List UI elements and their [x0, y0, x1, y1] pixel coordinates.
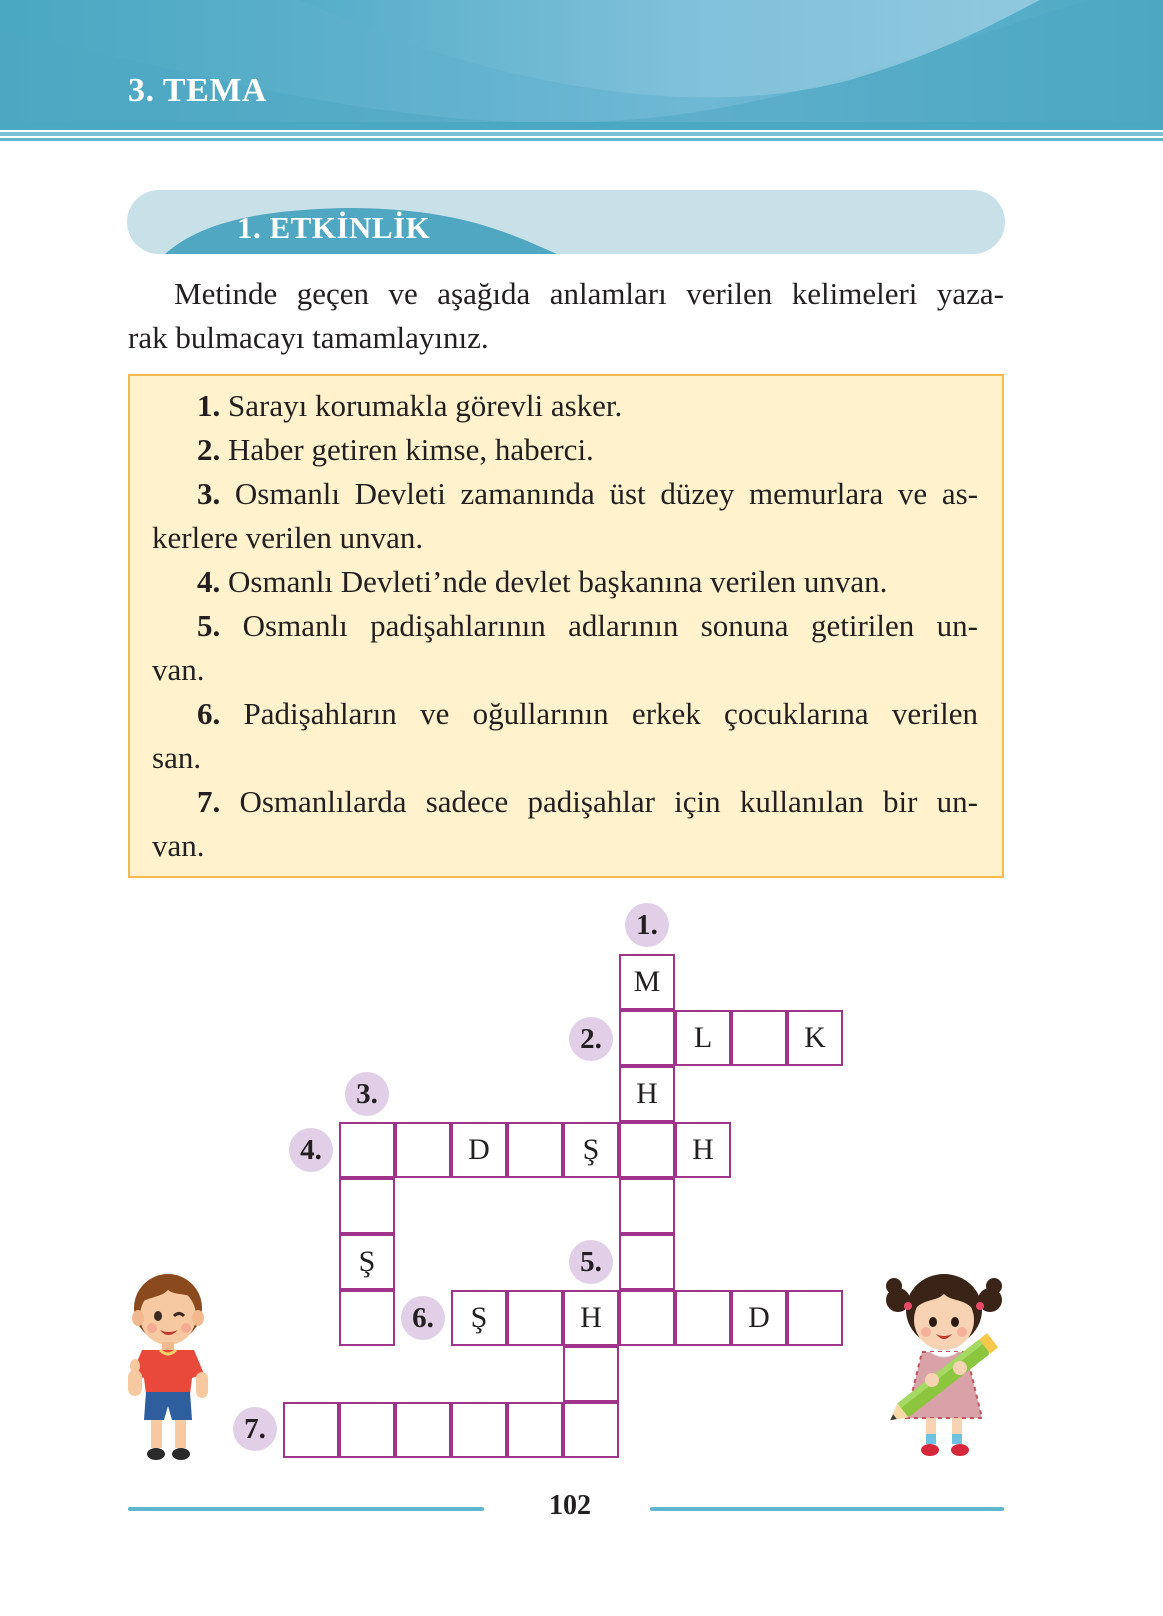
- crossword-cell[interactable]: [563, 1346, 619, 1402]
- clue-item: [152, 780, 978, 868]
- crossword-cell[interactable]: Ş: [451, 1290, 507, 1346]
- clue-text-continued: kerlere verilen unvan.: [152, 520, 424, 555]
- theme-title: 3. TEMA: [128, 72, 267, 109]
- clue-item: [152, 604, 978, 692]
- clue-text: Haber getiren kimse, haberci.: [228, 432, 594, 467]
- clue-number: 2.: [197, 432, 221, 467]
- crossword-cell[interactable]: [339, 1122, 395, 1178]
- crossword-cell[interactable]: [675, 1290, 731, 1346]
- crossword-cell[interactable]: D: [731, 1290, 787, 1346]
- clue-text: Osmanlı Devleti’nde devlet başkanına verilen unvan.: [228, 564, 888, 599]
- footer-rule-left: [128, 1507, 484, 1511]
- crossword-cell[interactable]: [507, 1290, 563, 1346]
- clue-item: [152, 560, 978, 604]
- clue-number-badge-7: 7.: [233, 1407, 277, 1451]
- crossword-cell[interactable]: [619, 1290, 675, 1346]
- boy-illustration: [124, 1270, 216, 1462]
- clue-number-badge-2: 2.: [569, 1017, 613, 1061]
- clue-number: 3.: [197, 476, 221, 511]
- crossword-cell[interactable]: L: [675, 1010, 731, 1066]
- instruction-line-1: Metinde geçen ve aşağıda anlamları verilen kelimeleri yaza-: [174, 276, 1004, 311]
- crossword-cell[interactable]: H: [675, 1122, 731, 1178]
- clue-number-badge-3: 3.: [345, 1072, 389, 1116]
- clue-number-badge-5: 5.: [569, 1240, 613, 1284]
- clue-number: 1.: [197, 388, 221, 423]
- clue-item: [152, 384, 978, 428]
- clue-number: 6.: [197, 696, 221, 731]
- crossword-cell[interactable]: Ş: [339, 1234, 395, 1290]
- crossword-cell[interactable]: [395, 1122, 451, 1178]
- crossword-cell[interactable]: [451, 1402, 507, 1458]
- clue-number: 5.: [197, 608, 221, 643]
- crossword-cell[interactable]: [507, 1122, 563, 1178]
- crossword-cell[interactable]: H: [619, 1066, 675, 1122]
- crossword-cell[interactable]: [619, 1122, 675, 1178]
- crossword-cell[interactable]: H: [563, 1290, 619, 1346]
- clue-text: Osmanlı padişahlarının adlarının sonuna getirilen un-: [242, 608, 979, 643]
- clue-text-continued: van.: [152, 652, 205, 687]
- clue-number: 4.: [197, 564, 221, 599]
- clue-number-badge-6: 6.: [401, 1296, 445, 1340]
- crossword-cell[interactable]: [619, 1178, 675, 1234]
- clue-item: [152, 472, 978, 560]
- girl-illustration: [886, 1268, 1006, 1460]
- activity-banner: [127, 190, 1005, 254]
- crossword-cell[interactable]: [395, 1402, 451, 1458]
- crossword-cell[interactable]: Ş: [563, 1122, 619, 1178]
- activity-title: 1. ETKİNLİK: [237, 210, 431, 245]
- clue-item: [152, 428, 978, 472]
- page-header: [0, 0, 1163, 150]
- crossword-cell[interactable]: [339, 1402, 395, 1458]
- clue-number-badge-4: 4.: [289, 1128, 333, 1172]
- page-number: 102: [549, 1490, 591, 1521]
- clue-number: 7.: [197, 784, 221, 819]
- clue-text: Sarayı korumakla görevli asker.: [228, 388, 623, 423]
- crossword-cell[interactable]: [731, 1010, 787, 1066]
- crossword-cell[interactable]: [787, 1290, 843, 1346]
- crossword-cell[interactable]: K: [787, 1010, 843, 1066]
- clue-text: Osmanlı Devleti zamanında üst düzey memurlara ve as-: [234, 476, 979, 511]
- crossword-cell[interactable]: [507, 1402, 563, 1458]
- clue-text-continued: san.: [152, 740, 202, 775]
- instruction-line-2: rak bulmacayı tamamlayınız.: [128, 320, 489, 355]
- footer-rule-right: [650, 1507, 1004, 1511]
- crossword-cell[interactable]: M: [619, 954, 675, 1010]
- clue-text-continued: van.: [152, 828, 205, 863]
- crossword-cell[interactable]: [563, 1402, 619, 1458]
- clue-item: [152, 692, 978, 780]
- crossword-cell[interactable]: [619, 1010, 675, 1066]
- clue-text: Padişahların ve oğullarının erkek çocuklarına verilen: [243, 696, 978, 731]
- clue-number-badge-1: 1.: [625, 903, 669, 947]
- crossword-cell[interactable]: [283, 1402, 339, 1458]
- crossword-cell[interactable]: [339, 1290, 395, 1346]
- clue-box: [128, 374, 1004, 878]
- clue-text: Osmanlılarda sadece padişahlar için kullanılan bir un-: [239, 784, 978, 819]
- instruction-paragraph: [128, 272, 1004, 360]
- crossword-cell[interactable]: [339, 1178, 395, 1234]
- crossword-cell[interactable]: [619, 1234, 675, 1290]
- crossword-cell[interactable]: D: [451, 1122, 507, 1178]
